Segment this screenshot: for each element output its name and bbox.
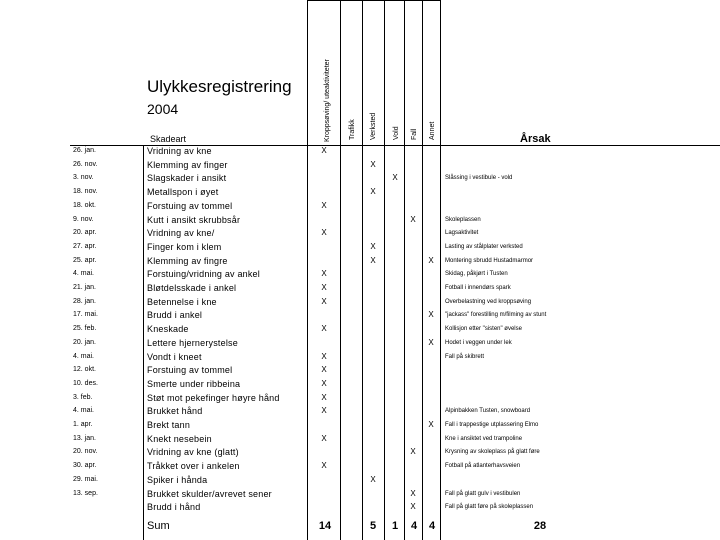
row-date: 25. apr. xyxy=(73,256,97,264)
row-cause: Lagsaktivitet xyxy=(445,230,479,237)
row-cause: Fall på glatt føre på skoleplassen xyxy=(445,504,534,511)
row-mark-verksted: X xyxy=(370,241,376,251)
table-row xyxy=(0,215,720,229)
row-date: 30. apr. xyxy=(73,462,97,470)
row-injury: Metallspon i øyet xyxy=(147,187,219,198)
table-row xyxy=(0,297,720,311)
table-row xyxy=(0,201,720,215)
row-mark-klopp: X xyxy=(321,351,327,361)
sum-vold: 1 xyxy=(391,520,399,532)
row-injury: Vridning av kne xyxy=(147,146,212,156)
row-cause: Fotball i innendørs spark xyxy=(445,285,511,291)
row-injury: Vridning av kne (glatt) xyxy=(147,447,239,458)
table-row xyxy=(0,352,720,366)
sum-arsak: 28 xyxy=(533,520,547,532)
row-mark-verksted: X xyxy=(370,187,376,197)
row-mark-annet: X xyxy=(428,420,434,429)
table-row xyxy=(0,475,720,489)
row-date: 21. jan. xyxy=(73,284,96,291)
table-row xyxy=(0,338,720,352)
row-date: 9. nov. xyxy=(73,215,94,223)
row-date: 20. nov. xyxy=(73,448,98,456)
row-date: 18. okt. xyxy=(73,201,96,209)
page-title: Ulykkesregistrering xyxy=(147,77,292,96)
sum-klopp: 14 xyxy=(318,520,332,532)
table-row xyxy=(0,365,720,379)
row-date: 12. okt. xyxy=(73,366,96,374)
row-mark-fall: X xyxy=(410,214,416,224)
row-injury: Vridning av kne/ xyxy=(147,228,215,239)
row-date: 20. apr. xyxy=(73,229,97,237)
table-row xyxy=(0,434,720,448)
row-injury: Brekt tann xyxy=(147,420,191,430)
row-mark-klopp: X xyxy=(321,146,327,155)
row-date: 20. jan. xyxy=(73,338,96,346)
table-row xyxy=(0,269,720,283)
row-date: 13. sep. xyxy=(73,489,98,497)
row-injury: Spiker i hånda xyxy=(147,474,208,485)
row-mark-annet: X xyxy=(428,310,434,320)
col-header-klopp: Kroppsøving/ uteaktiviteter xyxy=(324,59,331,142)
title-box xyxy=(143,72,307,122)
row-date: 29. mai. xyxy=(73,475,98,483)
row-injury: Brudd i hånd xyxy=(147,502,201,513)
row-cause: Fotball på atlanterhavsveien xyxy=(445,463,521,470)
row-mark-klopp: X xyxy=(321,433,327,443)
table-row xyxy=(0,283,720,297)
row-date: 4. mai. xyxy=(73,270,95,278)
row-mark-fall: X xyxy=(410,447,416,457)
row-date: 10. des. xyxy=(73,379,98,387)
row-date: 27. apr. xyxy=(73,242,97,250)
table-row xyxy=(0,489,720,503)
table-row xyxy=(0,187,720,201)
row-mark-annet: X xyxy=(428,337,434,347)
row-cause: Slåssing i vestibule - vold xyxy=(445,175,513,182)
row-mark-klopp: X xyxy=(321,461,327,471)
row-date: 26. nov. xyxy=(73,160,98,168)
row-date: 26. jan. xyxy=(73,147,96,154)
col-header-annet: Annet xyxy=(429,121,436,140)
col-header-fall: Fall xyxy=(411,128,418,140)
row-mark-klopp: X xyxy=(321,200,327,210)
row-date: 4. mai. xyxy=(73,352,95,360)
row-mark-verksted: X xyxy=(370,474,376,484)
row-date: 17. mai. xyxy=(73,311,98,319)
row-mark-fall: X xyxy=(410,502,416,512)
sum-annet: 4 xyxy=(428,520,436,532)
row-injury: Klemming av finger xyxy=(147,159,228,170)
row-mark-verksted: X xyxy=(370,159,376,169)
row-injury: Forstuing av tommel xyxy=(147,200,233,211)
sum-row xyxy=(0,519,720,539)
row-date: 3. nov. xyxy=(73,174,94,182)
table-row xyxy=(0,502,720,516)
row-cause: Fall på glatt gulv i vestibulen xyxy=(445,490,521,497)
row-mark-klopp: X xyxy=(321,269,327,279)
row-date: 18. nov. xyxy=(73,188,98,196)
row-cause: Skoleplassen xyxy=(445,216,481,223)
row-cause: Overbelastning ved kroppsøving xyxy=(445,298,532,305)
row-injury: Kutt i ansikt skrubbsår xyxy=(147,214,241,225)
row-cause: Montering sbrudd Hustadmarmor xyxy=(445,257,534,264)
row-injury: Smerte under ribbeina xyxy=(147,378,241,389)
row-mark-fall: X xyxy=(410,488,416,498)
row-injury: Forstuing av tommel xyxy=(147,365,233,376)
sum-label: Sum xyxy=(147,520,170,532)
table-row xyxy=(0,173,720,187)
table-row xyxy=(0,310,720,324)
row-injury: Støt mot pekefinger høyre hånd xyxy=(147,392,280,403)
row-date: 3. feb. xyxy=(73,393,93,401)
row-injury: Slagskader i ansikt xyxy=(147,173,227,184)
table-row xyxy=(0,420,720,434)
row-injury: Forstuing/vridning av ankel xyxy=(147,269,260,280)
table-row xyxy=(0,242,720,256)
row-injury: Lettere hjernerystelse xyxy=(147,337,238,348)
row-date: 1. apr. xyxy=(73,421,93,428)
table-row xyxy=(0,160,720,174)
row-injury: Vondt i kneet xyxy=(147,351,202,362)
sum-fall: 4 xyxy=(410,520,418,532)
row-mark-klopp: X xyxy=(321,283,327,292)
row-injury: Tråkket over i ankelen xyxy=(147,461,240,472)
row-mark-annet: X xyxy=(428,255,434,265)
table-row xyxy=(0,393,720,407)
row-date: 13. jan. xyxy=(73,434,96,442)
table-row xyxy=(0,146,720,160)
row-cause: Skidag, påkjørt i Tusten xyxy=(445,271,508,278)
row-injury: Brukket hånd xyxy=(147,406,203,417)
row-date: 4. mai. xyxy=(73,407,95,415)
row-cause: Lasting av stålplater verksted xyxy=(445,243,523,250)
table-row xyxy=(0,461,720,475)
row-mark-verksted: X xyxy=(370,255,376,265)
row-injury: Bløtdelsskade i ankel xyxy=(147,283,237,293)
row-cause: Fall i trappestige utplassering Elmo xyxy=(445,422,539,428)
row-mark-klopp: X xyxy=(321,228,327,238)
table-row xyxy=(0,324,720,338)
row-mark-klopp: X xyxy=(321,406,327,416)
row-injury: Kneskade xyxy=(147,324,189,335)
row-mark-klopp: X xyxy=(321,324,327,334)
row-mark-klopp: X xyxy=(321,296,327,306)
row-cause: Krysning av skoleplass på glatt føre xyxy=(445,449,540,456)
col-header-vold: Vold xyxy=(393,126,400,140)
col-header-arsak: Årsak xyxy=(520,133,551,145)
row-mark-klopp: X xyxy=(321,365,327,375)
row-cause: Kne i ansiktet ved trampoline xyxy=(445,435,523,442)
table-row xyxy=(0,379,720,393)
row-date: 28. jan. xyxy=(73,297,96,305)
row-injury: Brukket skulder/avrevet sener xyxy=(147,488,272,499)
row-cause: Fall på skibrett xyxy=(445,353,485,360)
table-row xyxy=(0,406,720,420)
top-border xyxy=(307,0,440,1)
row-mark-klopp: X xyxy=(321,392,327,402)
row-mark-vold: X xyxy=(392,173,398,183)
row-mark-klopp: X xyxy=(321,378,327,388)
row-injury: Klemming av fingre xyxy=(147,255,228,266)
row-cause: Hodet i veggen under lek xyxy=(445,339,512,346)
subheading: Skadeart xyxy=(150,134,187,144)
row-injury: Brudd i ankel xyxy=(147,310,203,321)
row-injury: Betennelse i kne xyxy=(147,296,217,307)
row-injury: Finger kom i klem xyxy=(147,241,222,252)
row-cause: Kollisjon etter "sisten" øvelse xyxy=(445,326,522,333)
sum-verksted: 5 xyxy=(369,520,377,532)
table-row xyxy=(0,447,720,461)
col-header-verksted: Verksted xyxy=(370,112,377,140)
row-cause: "jackass" forestilling m/filming av stunt xyxy=(445,312,547,319)
col-header-trafikk: Trafikk xyxy=(349,119,356,140)
table-row xyxy=(0,228,720,242)
row-date: 25. feb. xyxy=(73,325,97,333)
row-injury: Knekt nesebein xyxy=(147,433,212,444)
row-cause: Alpinbakken Tusten, snowboard xyxy=(445,408,531,415)
table-row xyxy=(0,256,720,270)
year-label: 2004 xyxy=(147,101,179,117)
